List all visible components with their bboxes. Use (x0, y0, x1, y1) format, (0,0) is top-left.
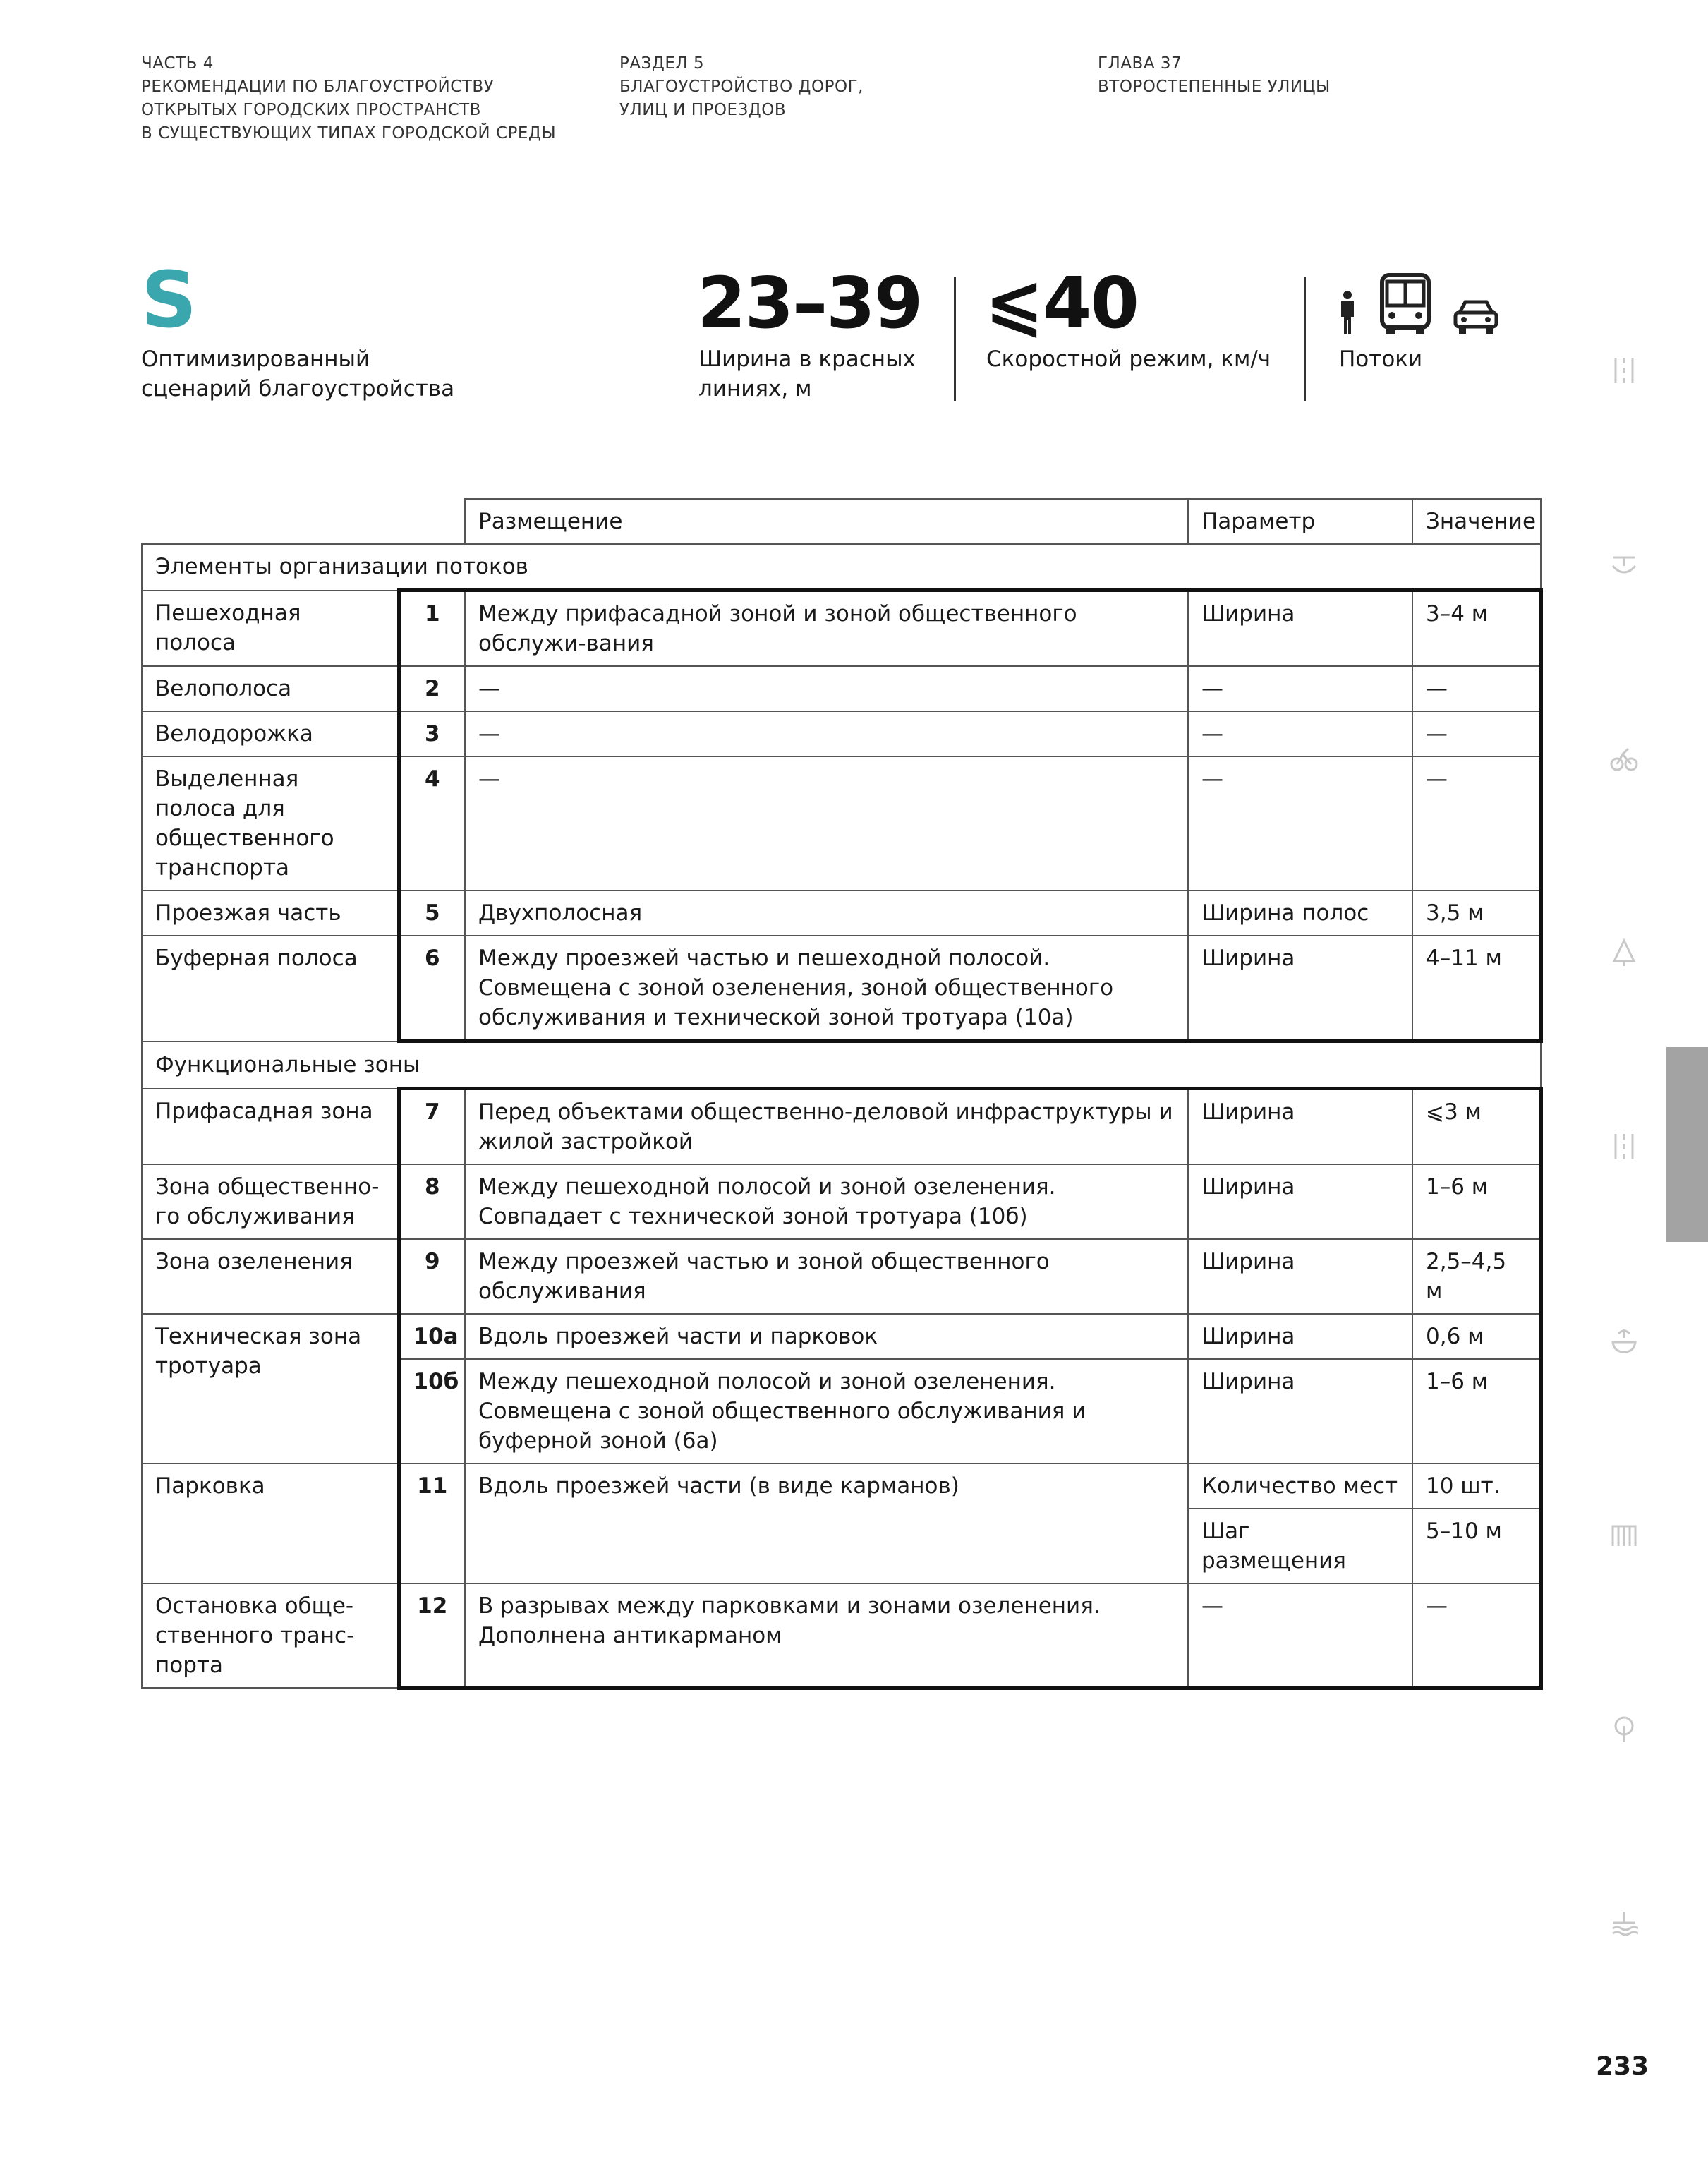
park-tree-icon[interactable] (1610, 1715, 1638, 1743)
parameters-table (141, 498, 1543, 1690)
row-name: Велодорожка (142, 711, 399, 756)
row-name: Зона общественно-го обслуживания (142, 1164, 399, 1239)
row-number: 11 (399, 1463, 465, 1583)
row-name: Техническая зона тротуара (142, 1314, 399, 1463)
scenario-desc-line: Оптимизированный (141, 346, 370, 372)
row-placement: Перед объектами общественно-деловой инфраструктуры и жилой застройкой (465, 1089, 1188, 1165)
row-parameter: Ширина (1188, 936, 1412, 1042)
section-row (142, 544, 1541, 591)
table-row (142, 711, 1541, 756)
scenario-desc-line: сценарий благоустройства (141, 376, 455, 402)
row-parameter: Ширина (1188, 1314, 1412, 1359)
header-line: ГЛАВА 37 (1098, 54, 1182, 73)
row-number: 3 (399, 711, 465, 756)
row-value: 1–6 м (1412, 1359, 1541, 1463)
header-line: В СУЩЕСТВУЮЩИХ ТИПАХ ГОРОДСКОЙ СРЕДЫ (141, 124, 557, 143)
row-value: 0,6 м (1412, 1314, 1541, 1359)
row-value: — (1412, 1583, 1541, 1688)
table-corner (142, 499, 465, 544)
row-name: Зона озеленения (142, 1239, 399, 1314)
table-row (142, 666, 1541, 711)
width-value: 23–39 (697, 262, 922, 344)
table-row (142, 1314, 1541, 1359)
building-icon[interactable] (1610, 1521, 1638, 1549)
header-line: УЛИЦ И ПРОЕЗДОВ (619, 101, 787, 119)
row-value: 2,5–4,5 м (1412, 1239, 1541, 1314)
row-placement: Между пешеходной полосой и зоной озеленения. Совпадает с технической зоной тротуара (10б) (465, 1164, 1188, 1239)
table-row (142, 891, 1541, 936)
row-placement: Между проезжей частью и зоной общественного обслуживания (465, 1239, 1188, 1314)
page-number: 233 (1596, 2052, 1649, 2081)
row-parameter: Ширина (1188, 591, 1412, 667)
row-value: 3–4 м (1412, 591, 1541, 667)
bridge-icon[interactable] (1610, 550, 1638, 579)
row-number: 4 (399, 756, 465, 891)
row-name: Велополоса (142, 666, 399, 711)
row-placement: — (465, 711, 1188, 756)
row-number: 9 (399, 1239, 465, 1314)
header-line: РАЗДЕЛ 5 (619, 54, 705, 73)
section-title: Функциональные зоны (142, 1042, 1541, 1089)
header-line: ОТКРЫТЫХ ГОРОДСКИХ ПРОСТРАНСТВ (141, 101, 481, 119)
column-header-placement: Размещение (465, 499, 1188, 544)
row-name: Проезжая часть (142, 891, 399, 936)
table-row (142, 1463, 1541, 1509)
row-name: Остановка обще-ственного транс-порта (142, 1583, 399, 1688)
header-line: ЧАСТЬ 4 (141, 54, 214, 73)
water-icon[interactable] (1610, 1909, 1638, 1937)
row-placement: Между пешеходной полосой и зоной озеленения. Совмещена с зоной общественного обслуживания и буферной зоной (6а) (465, 1359, 1188, 1463)
scenario-description (141, 344, 454, 404)
row-value: — (1412, 711, 1541, 756)
header-section (619, 52, 864, 122)
row-placement: Вдоль проезжей части (в виде карманов) (465, 1463, 1188, 1583)
row-name: Парковка (142, 1463, 399, 1583)
row-parameter: Ширина (1188, 1239, 1412, 1314)
row-value: 4–11 м (1412, 936, 1541, 1042)
row-number: 7 (399, 1089, 465, 1165)
row-number: 6 (399, 936, 465, 1042)
table-header-row (142, 499, 1541, 544)
row-name: Буферная полоса (142, 936, 399, 1042)
row-value: — (1412, 666, 1541, 711)
row-name: Прифасадная зона (142, 1089, 399, 1165)
row-parameter: — (1188, 711, 1412, 756)
row-parameter: Ширина (1188, 1164, 1412, 1239)
header-line: БЛАГОУСТРОЙСТВО ДОРОГ, (619, 78, 864, 96)
section-title: Элементы организации потоков (142, 544, 1541, 591)
row-value: — (1412, 756, 1541, 891)
row-parameter: — (1188, 756, 1412, 891)
row-parameter: — (1188, 1583, 1412, 1688)
header-chapter (1098, 52, 1331, 99)
row-number: 8 (399, 1164, 465, 1239)
table-row (142, 591, 1541, 667)
row-parameter: Количество мест (1188, 1463, 1412, 1509)
column-header-parameter: Параметр (1188, 499, 1412, 544)
row-value: 5–10 м (1412, 1509, 1541, 1583)
row-value: 1–6 м (1412, 1164, 1541, 1239)
width-caption (698, 344, 916, 404)
width-caption-line: Ширина в красных (698, 346, 916, 372)
row-value: 10 шт. (1412, 1463, 1541, 1509)
row-value: 3,5 м (1412, 891, 1541, 936)
row-parameter: Ширина полос (1188, 891, 1412, 936)
car-icon (1453, 298, 1499, 335)
street-section-icon[interactable] (1610, 356, 1638, 385)
row-parameter: Ширина (1188, 1089, 1412, 1165)
row-placement: Двухполосная (465, 891, 1188, 936)
active-section-tab[interactable] (1666, 1047, 1708, 1242)
column-header-value: Значение (1412, 499, 1541, 544)
flows-icons (1337, 272, 1499, 335)
row-placement: Вдоль проезжей части и парковок (465, 1314, 1188, 1359)
row-placement: Между проезжей частью и пешеходной полосой. Совмещена с зоной озеленения, зоной общественного обслуживания и технической зоной тротуара (10а) (465, 936, 1188, 1042)
scenario-letter: S (141, 255, 198, 345)
table-row (142, 1089, 1541, 1165)
row-number: 12 (399, 1583, 465, 1688)
row-placement: Между прифасадной зоной и зоной общественного обслужи-вания (465, 591, 1188, 667)
section-row (142, 1042, 1541, 1089)
row-name: Пешеходная полоса (142, 591, 399, 667)
row-number: 1 (399, 591, 465, 667)
fountain-icon[interactable] (1610, 1327, 1638, 1355)
row-number: 10а (399, 1314, 465, 1359)
tree-icon[interactable] (1610, 938, 1638, 967)
table-row (142, 1239, 1541, 1314)
row-placement: В разрывах между парковками и зонами озеленения. Дополнена антикарманом (465, 1583, 1188, 1688)
row-parameter: Ширина (1188, 1359, 1412, 1463)
table-row (142, 1164, 1541, 1239)
row-placement: — (465, 666, 1188, 711)
speed-value: ⩽40 (985, 262, 1138, 344)
row-number: 2 (399, 666, 465, 711)
header-line: ВТОРОСТЕПЕННЫЕ УЛИЦЫ (1098, 78, 1331, 96)
row-parameter: Шаг размещения (1188, 1509, 1412, 1583)
cyclist-icon[interactable] (1610, 744, 1638, 773)
divider (954, 277, 956, 401)
row-number: 10б (399, 1359, 465, 1463)
width-caption-line: линиях, м (698, 376, 812, 402)
row-placement: — (465, 756, 1188, 891)
pedestrian-icon (1337, 290, 1358, 335)
row-name: Выделенная полоса для общественного транспорта (142, 756, 399, 891)
speed-caption: Скоростной режим, км/ч (986, 346, 1271, 372)
bus-icon (1378, 273, 1433, 335)
header-line: РЕКОМЕНДАЦИИ ПО БЛАГОУСТРОЙСТВУ (141, 78, 495, 96)
row-value: ⩽3 м (1412, 1089, 1541, 1165)
road-icon[interactable] (1610, 1133, 1638, 1161)
flows-caption: Потоки (1339, 346, 1423, 372)
row-parameter: — (1188, 666, 1412, 711)
divider (1304, 277, 1306, 401)
table-row (142, 756, 1541, 891)
row-number: 5 (399, 891, 465, 936)
table-row (142, 936, 1541, 1042)
table-row (142, 1583, 1541, 1688)
header-part (141, 52, 556, 145)
